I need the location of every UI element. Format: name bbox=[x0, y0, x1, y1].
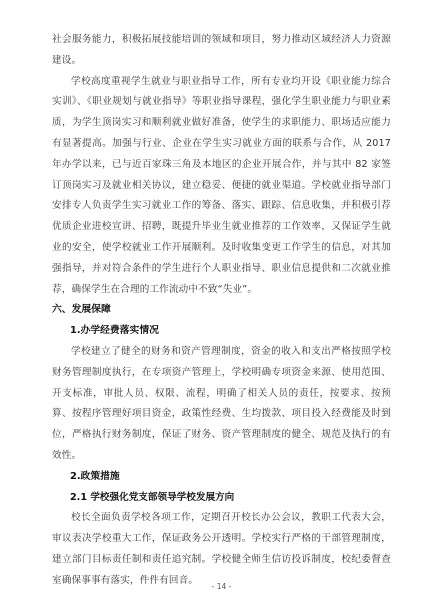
paragraph-principal-responsibility: 校长全面负责学校各项工作，定期召开校长办公会议，教职工代表大会，审议表决学校重大工作，保证政务公开透明。学校实行严格的干部管理制度，建立部门目标责任制和责任追究制。学校健全师生信访投诉制度，校纪委督查室确保事事有落实，件件有回音。 bbox=[52, 512, 391, 586]
section-heading-development-guarantee: 六、发展保障 bbox=[52, 304, 111, 316]
paragraph-employment-guidance: 学校高度重视学生就业与职业指导工作，所有专业均开设《职业能力综合实训》、《职业规划与就业指导》等职业指导课程，强化学生职业能力与职业素质，为学生顶岗实习和顺利就业做好准备，使学生的求职能力、职场适应能力有显著提高。加强与行业、企业在学生实习就业方面的联系与合作，从 2017 年办学以来，已与近百家珠三角及本地区的企业开展合作，并与其中 82 家签订顶岗实习及就业相关协议，建立稳妥、便捷的就业渠道。学校就业指导部门安排专人负责学生实习就业工作的筹备、落实、跟踪、信息收集，并积极引荐优质企业进校宣讲、招聘，既提升毕业生就业推荐的工作效率，又保证学生就业的安全，使学校就业工作开展顺利。及时收集变更工作学生的信息，对其加强指导，并对符合条件的学生进行个人职业指导、职业信息提供和二次就业推荐，确保学生在合理的工作流动中不致“失业”。 bbox=[52, 75, 391, 295]
subheading-funding: 1.办学经费落实情况 bbox=[70, 325, 159, 337]
subheading-party-leadership: 2.1 学校强化党支部领导学校发展方向 bbox=[70, 491, 235, 503]
subheading-policy-measures: 2.政策措施 bbox=[70, 470, 120, 482]
page-number: - 14 - bbox=[211, 582, 232, 591]
paragraph-social-service: 社会服务能力，积极拓展技能培训的领域和项目，努力推动区域经济人力资源建设。 bbox=[52, 34, 391, 66]
paragraph-financial-management: 学校建立了健全的财务和资产管理制度，资金的收入和支出严格按照学校财务管理制度执行，在专项资产管理上，学校明确专项资金来源、使用范围、开支标准，审批人员、权限、流程，明确了相关人员的责任，按要求、按预算、按程序管理好项目资金，政策性经费、生均拨款、项目投入经费能及时到位，严格执行财务制度，保证了财务、资产管理制度的健全、规范及执行的有效性。 bbox=[52, 345, 391, 461]
